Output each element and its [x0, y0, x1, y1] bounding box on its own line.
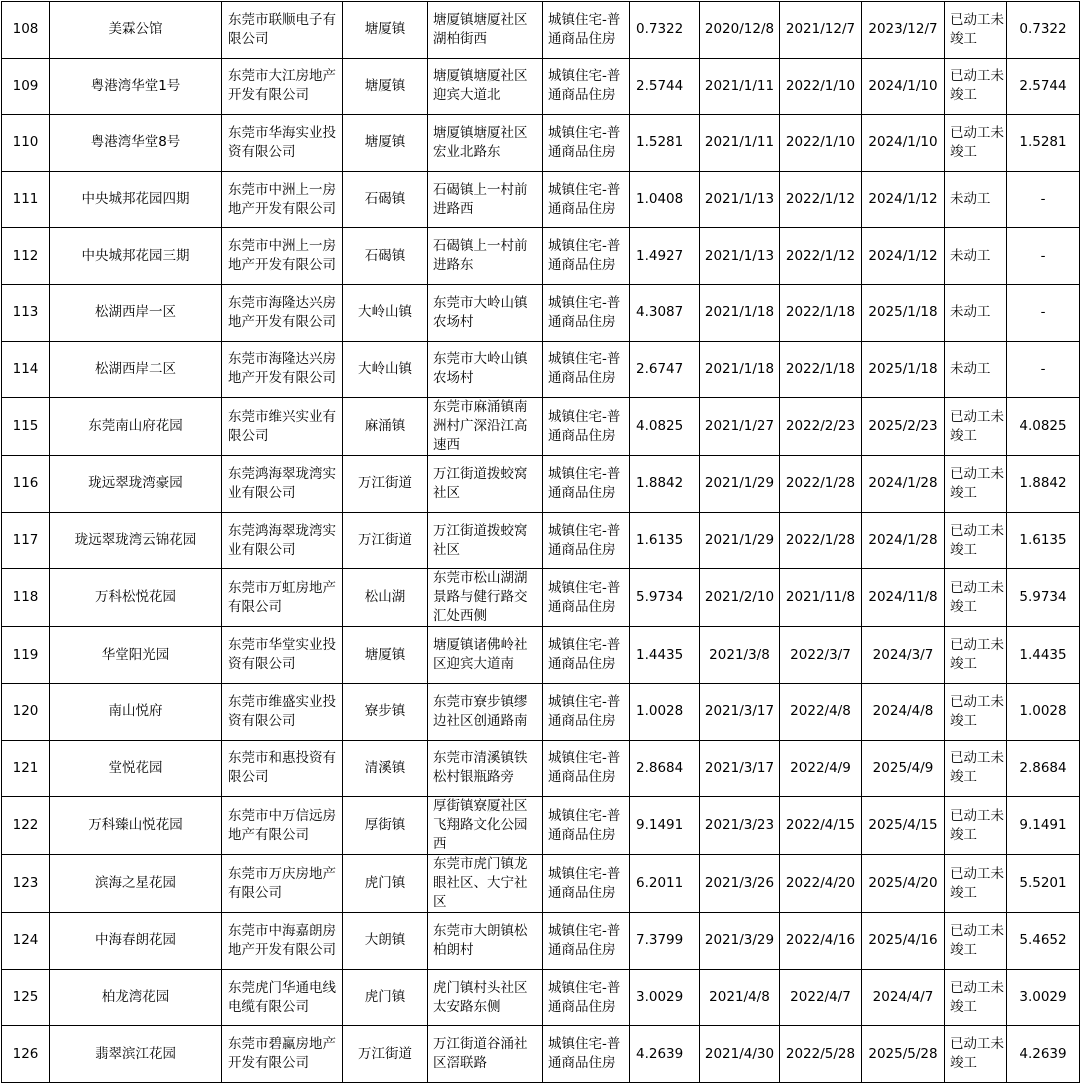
value-cell: 1.4435 — [1007, 627, 1080, 684]
project-name-cell: 松湖西岸二区 — [50, 341, 222, 398]
land-use-cell: 城镇住宅-普通商品住房 — [543, 228, 630, 285]
status-cell: 已动工未竣工 — [945, 683, 1007, 740]
town-cell: 大朗镇 — [343, 913, 428, 970]
developer-cell: 东莞鸿海翠珑湾实业有限公司 — [222, 512, 343, 569]
developer-cell: 东莞市中洲上一房地产开发有限公司 — [222, 171, 343, 228]
project-name-cell: 珑远翠珑湾豪园 — [50, 456, 222, 513]
address-cell: 万江街道拨蛟窝社区 — [428, 456, 543, 513]
address-cell: 虎门镇村头社区太安路东侧 — [428, 969, 543, 1026]
row-number-cell: 111 — [2, 171, 50, 228]
row-number-cell: 115 — [2, 398, 50, 456]
table-body — [2, 2, 1080, 1083]
town-cell: 石碣镇 — [343, 228, 428, 285]
project-name-cell: 珑远翠珑湾云锦花园 — [50, 512, 222, 569]
value-cell: 9.1491 — [1007, 797, 1080, 855]
date-2-cell: 2022/1/12 — [780, 171, 862, 228]
address-cell: 厚街镇寮厦社区飞翔路文化公园西 — [428, 797, 543, 855]
date-1-cell: 2021/1/18 — [700, 341, 780, 398]
date-2-cell: 2022/4/8 — [780, 683, 862, 740]
status-cell: 已动工未竣工 — [945, 855, 1007, 913]
status-cell: 已动工未竣工 — [945, 512, 1007, 569]
table-row — [2, 1026, 1080, 1083]
address-cell: 塘厦镇诸佛岭社区迎宾大道南 — [428, 627, 543, 684]
date-3-cell: 2025/4/9 — [862, 740, 945, 797]
project-name-cell: 松湖西岸一区 — [50, 284, 222, 341]
status-cell: 已动工未竣工 — [945, 913, 1007, 970]
table-row — [2, 855, 1080, 913]
developer-cell: 东莞市中洲上一房地产开发有限公司 — [222, 228, 343, 285]
value-cell: 1.6135 — [1007, 512, 1080, 569]
date-2-cell: 2021/12/7 — [780, 2, 862, 59]
date-1-cell: 2021/3/23 — [700, 797, 780, 855]
value-cell: 2.8684 — [1007, 740, 1080, 797]
status-cell: 已动工未竣工 — [945, 969, 1007, 1026]
date-1-cell: 2021/3/26 — [700, 855, 780, 913]
date-2-cell: 2022/1/18 — [780, 284, 862, 341]
address-cell: 万江街道拨蛟窝社区 — [428, 512, 543, 569]
date-1-cell: 2021/3/8 — [700, 627, 780, 684]
developer-cell: 东莞虎门华通电线电缆有限公司 — [222, 969, 343, 1026]
table-row — [2, 969, 1080, 1026]
area-cell: 1.8842 — [630, 456, 700, 513]
value-cell: - — [1007, 341, 1080, 398]
area-cell: 4.0825 — [630, 398, 700, 456]
date-2-cell: 2022/3/7 — [780, 627, 862, 684]
table-row — [2, 341, 1080, 398]
area-cell: 1.4435 — [630, 627, 700, 684]
land-use-cell: 城镇住宅-普通商品住房 — [543, 115, 630, 172]
date-3-cell: 2024/4/7 — [862, 969, 945, 1026]
area-cell: 1.0408 — [630, 171, 700, 228]
land-use-cell: 城镇住宅-普通商品住房 — [543, 913, 630, 970]
developer-cell: 东莞市华堂实业投资有限公司 — [222, 627, 343, 684]
developer-cell: 东莞市大江房地产开发有限公司 — [222, 58, 343, 115]
table-row — [2, 683, 1080, 740]
project-name-cell: 万科松悦花园 — [50, 569, 222, 627]
table-row — [2, 115, 1080, 172]
status-cell: 未动工 — [945, 228, 1007, 285]
status-cell: 已动工未竣工 — [945, 58, 1007, 115]
date-2-cell: 2022/1/12 — [780, 228, 862, 285]
address-cell: 东莞市麻涌镇南洲村广深沿江高速西 — [428, 398, 543, 456]
table-row — [2, 740, 1080, 797]
row-number-cell: 110 — [2, 115, 50, 172]
status-cell: 已动工未竣工 — [945, 2, 1007, 59]
area-cell: 6.2011 — [630, 855, 700, 913]
table-row — [2, 228, 1080, 285]
project-name-cell: 万科臻山悦花园 — [50, 797, 222, 855]
row-number-cell: 116 — [2, 456, 50, 513]
row-number-cell: 117 — [2, 512, 50, 569]
area-cell: 1.4927 — [630, 228, 700, 285]
area-cell: 4.2639 — [630, 1026, 700, 1083]
date-3-cell: 2025/1/18 — [862, 284, 945, 341]
land-use-cell: 城镇住宅-普通商品住房 — [543, 512, 630, 569]
table-row — [2, 797, 1080, 855]
date-3-cell: 2024/3/7 — [862, 627, 945, 684]
value-cell: - — [1007, 171, 1080, 228]
developer-cell: 东莞市维盛实业投资有限公司 — [222, 683, 343, 740]
table-row — [2, 512, 1080, 569]
status-cell: 已动工未竣工 — [945, 797, 1007, 855]
date-1-cell: 2021/3/17 — [700, 740, 780, 797]
address-cell: 万江街道谷涌社区滘联路 — [428, 1026, 543, 1083]
project-name-cell: 中央城邦花园三期 — [50, 228, 222, 285]
date-1-cell: 2021/1/13 — [700, 171, 780, 228]
land-use-cell: 城镇住宅-普通商品住房 — [543, 855, 630, 913]
date-2-cell: 2022/4/16 — [780, 913, 862, 970]
status-cell: 已动工未竣工 — [945, 627, 1007, 684]
row-number-cell: 118 — [2, 569, 50, 627]
row-number-cell: 124 — [2, 913, 50, 970]
land-use-cell: 城镇住宅-普通商品住房 — [543, 1026, 630, 1083]
town-cell: 厚街镇 — [343, 797, 428, 855]
area-cell: 0.7322 — [630, 2, 700, 59]
row-number-cell: 123 — [2, 855, 50, 913]
value-cell: 5.5201 — [1007, 855, 1080, 913]
project-name-cell: 东莞南山府花园 — [50, 398, 222, 456]
land-use-cell: 城镇住宅-普通商品住房 — [543, 683, 630, 740]
area-cell: 1.5281 — [630, 115, 700, 172]
status-cell: 未动工 — [945, 284, 1007, 341]
row-number-cell: 122 — [2, 797, 50, 855]
value-cell: 4.2639 — [1007, 1026, 1080, 1083]
date-3-cell: 2025/4/20 — [862, 855, 945, 913]
date-1-cell: 2021/1/29 — [700, 456, 780, 513]
date-1-cell: 2021/1/18 — [700, 284, 780, 341]
area-cell: 9.1491 — [630, 797, 700, 855]
developer-cell: 东莞市万虹房地产有限公司 — [222, 569, 343, 627]
developer-cell: 东莞市和惠投资有限公司 — [222, 740, 343, 797]
row-number-cell: 126 — [2, 1026, 50, 1083]
town-cell: 万江街道 — [343, 1026, 428, 1083]
date-3-cell: 2025/4/15 — [862, 797, 945, 855]
address-cell: 东莞市清溪镇铁松村银瓶路旁 — [428, 740, 543, 797]
developer-cell: 东莞市万庆房地产有限公司 — [222, 855, 343, 913]
land-use-cell: 城镇住宅-普通商品住房 — [543, 627, 630, 684]
date-2-cell: 2022/4/9 — [780, 740, 862, 797]
address-cell: 塘厦镇塘厦社区迎宾大道北 — [428, 58, 543, 115]
date-3-cell: 2024/1/10 — [862, 115, 945, 172]
area-cell: 5.9734 — [630, 569, 700, 627]
table-row — [2, 171, 1080, 228]
land-use-cell: 城镇住宅-普通商品住房 — [543, 797, 630, 855]
project-name-cell: 中海春朗花园 — [50, 913, 222, 970]
town-cell: 虎门镇 — [343, 855, 428, 913]
date-1-cell: 2021/1/29 — [700, 512, 780, 569]
value-cell: - — [1007, 284, 1080, 341]
land-use-cell: 城镇住宅-普通商品住房 — [543, 569, 630, 627]
date-3-cell: 2025/4/16 — [862, 913, 945, 970]
area-cell: 2.6747 — [630, 341, 700, 398]
town-cell: 石碣镇 — [343, 171, 428, 228]
project-name-cell: 堂悦花园 — [50, 740, 222, 797]
area-cell: 2.5744 — [630, 58, 700, 115]
date-3-cell: 2024/1/10 — [862, 58, 945, 115]
table-row — [2, 456, 1080, 513]
address-cell: 东莞市松山湖湖景路与健行路交汇处西侧 — [428, 569, 543, 627]
date-2-cell: 2022/1/28 — [780, 512, 862, 569]
developer-cell: 东莞市碧赢房地产开发有限公司 — [222, 1026, 343, 1083]
area-cell: 2.8684 — [630, 740, 700, 797]
date-1-cell: 2021/1/11 — [700, 58, 780, 115]
project-name-cell: 粤港湾华堂8号 — [50, 115, 222, 172]
date-3-cell: 2023/12/7 — [862, 2, 945, 59]
date-1-cell: 2020/12/8 — [700, 2, 780, 59]
status-cell: 已动工未竣工 — [945, 1026, 1007, 1083]
date-3-cell: 2025/1/18 — [862, 341, 945, 398]
project-name-cell: 柏龙湾花园 — [50, 969, 222, 1026]
row-number-cell: 113 — [2, 284, 50, 341]
date-2-cell: 2022/4/7 — [780, 969, 862, 1026]
town-cell: 万江街道 — [343, 456, 428, 513]
address-cell: 东莞市大岭山镇农场村 — [428, 284, 543, 341]
value-cell: 5.4652 — [1007, 913, 1080, 970]
town-cell: 大岭山镇 — [343, 284, 428, 341]
developer-cell: 东莞市中海嘉朗房地产开发有限公司 — [222, 913, 343, 970]
date-3-cell: 2025/5/28 — [862, 1026, 945, 1083]
date-3-cell: 2024/1/28 — [862, 512, 945, 569]
table-row — [2, 627, 1080, 684]
land-use-cell: 城镇住宅-普通商品住房 — [543, 740, 630, 797]
area-cell: 4.3087 — [630, 284, 700, 341]
date-1-cell: 2021/2/10 — [700, 569, 780, 627]
value-cell: - — [1007, 228, 1080, 285]
address-cell: 东莞市大朗镇松柏朗村 — [428, 913, 543, 970]
land-use-cell: 城镇住宅-普通商品住房 — [543, 456, 630, 513]
area-cell: 3.0029 — [630, 969, 700, 1026]
date-3-cell: 2024/1/28 — [862, 456, 945, 513]
date-3-cell: 2024/1/12 — [862, 171, 945, 228]
table-row — [2, 398, 1080, 456]
status-cell: 未动工 — [945, 171, 1007, 228]
date-2-cell: 2022/1/28 — [780, 456, 862, 513]
table-row — [2, 2, 1080, 59]
value-cell: 3.0029 — [1007, 969, 1080, 1026]
project-name-cell: 滨海之星花园 — [50, 855, 222, 913]
row-number-cell: 125 — [2, 969, 50, 1026]
date-3-cell: 2024/1/12 — [862, 228, 945, 285]
developer-cell: 东莞市联顺电子有限公司 — [222, 2, 343, 59]
town-cell: 塘厦镇 — [343, 115, 428, 172]
land-use-cell: 城镇住宅-普通商品住房 — [543, 58, 630, 115]
date-2-cell: 2022/1/18 — [780, 341, 862, 398]
project-name-cell: 华堂阳光园 — [50, 627, 222, 684]
date-1-cell: 2021/1/27 — [700, 398, 780, 456]
row-number-cell: 112 — [2, 228, 50, 285]
town-cell: 塘厦镇 — [343, 58, 428, 115]
developer-cell: 东莞鸿海翠珑湾实业有限公司 — [222, 456, 343, 513]
land-use-cell: 城镇住宅-普通商品住房 — [543, 969, 630, 1026]
land-use-cell: 城镇住宅-普通商品住房 — [543, 284, 630, 341]
address-cell: 石碣镇上一村前进路西 — [428, 171, 543, 228]
row-number-cell: 108 — [2, 2, 50, 59]
row-number-cell: 119 — [2, 627, 50, 684]
status-cell: 已动工未竣工 — [945, 398, 1007, 456]
status-cell: 已动工未竣工 — [945, 740, 1007, 797]
address-cell: 东莞市大岭山镇农场村 — [428, 341, 543, 398]
developer-cell: 东莞市中万信远房地产有限公司 — [222, 797, 343, 855]
address-cell: 石碣镇上一村前进路东 — [428, 228, 543, 285]
project-name-cell: 中央城邦花园四期 — [50, 171, 222, 228]
status-cell: 已动工未竣工 — [945, 456, 1007, 513]
table-row — [2, 913, 1080, 970]
address-cell: 塘厦镇塘厦社区宏业北路东 — [428, 115, 543, 172]
date-1-cell: 2021/1/13 — [700, 228, 780, 285]
table-row — [2, 284, 1080, 341]
row-number-cell: 120 — [2, 683, 50, 740]
value-cell: 1.0028 — [1007, 683, 1080, 740]
town-cell: 塘厦镇 — [343, 627, 428, 684]
date-2-cell: 2022/4/20 — [780, 855, 862, 913]
developer-cell: 东莞市海隆达兴房地产开发有限公司 — [222, 341, 343, 398]
date-1-cell: 2021/1/11 — [700, 115, 780, 172]
project-name-cell: 粤港湾华堂1号 — [50, 58, 222, 115]
date-1-cell: 2021/3/29 — [700, 913, 780, 970]
land-use-cell: 城镇住宅-普通商品住房 — [543, 2, 630, 59]
date-2-cell: 2021/11/8 — [780, 569, 862, 627]
address-cell: 东莞市虎门镇龙眼社区、大宁社区 — [428, 855, 543, 913]
town-cell: 清溪镇 — [343, 740, 428, 797]
value-cell: 5.9734 — [1007, 569, 1080, 627]
land-use-cell: 城镇住宅-普通商品住房 — [543, 171, 630, 228]
address-cell: 塘厦镇塘厦社区湖柏街西 — [428, 2, 543, 59]
value-cell: 0.7322 — [1007, 2, 1080, 59]
project-name-cell: 美霖公馆 — [50, 2, 222, 59]
area-cell: 1.0028 — [630, 683, 700, 740]
value-cell: 1.8842 — [1007, 456, 1080, 513]
row-number-cell: 121 — [2, 740, 50, 797]
value-cell: 4.0825 — [1007, 398, 1080, 456]
date-2-cell: 2022/1/10 — [780, 115, 862, 172]
area-cell: 7.3799 — [630, 913, 700, 970]
area-cell: 1.6135 — [630, 512, 700, 569]
developer-cell: 东莞市维兴实业有限公司 — [222, 398, 343, 456]
date-2-cell: 2022/1/10 — [780, 58, 862, 115]
row-number-cell: 114 — [2, 341, 50, 398]
table-row — [2, 569, 1080, 627]
status-cell: 未动工 — [945, 341, 1007, 398]
date-3-cell: 2024/4/8 — [862, 683, 945, 740]
row-number-cell: 109 — [2, 58, 50, 115]
date-2-cell: 2022/5/28 — [780, 1026, 862, 1083]
project-name-cell: 南山悦府 — [50, 683, 222, 740]
value-cell: 2.5744 — [1007, 58, 1080, 115]
date-1-cell: 2021/4/8 — [700, 969, 780, 1026]
town-cell: 寮步镇 — [343, 683, 428, 740]
date-2-cell: 2022/2/23 — [780, 398, 862, 456]
town-cell: 万江街道 — [343, 512, 428, 569]
town-cell: 松山湖 — [343, 569, 428, 627]
land-use-cell: 城镇住宅-普通商品住房 — [543, 398, 630, 456]
land-use-cell: 城镇住宅-普通商品住房 — [543, 341, 630, 398]
town-cell: 麻涌镇 — [343, 398, 428, 456]
date-3-cell: 2025/2/23 — [862, 398, 945, 456]
status-cell: 已动工未竣工 — [945, 115, 1007, 172]
land-supply-table — [1, 1, 1080, 1083]
project-name-cell: 翡翠滨江花园 — [50, 1026, 222, 1083]
date-1-cell: 2021/3/17 — [700, 683, 780, 740]
value-cell: 1.5281 — [1007, 115, 1080, 172]
table-row — [2, 58, 1080, 115]
address-cell: 东莞市寮步镇缪边社区创通路南 — [428, 683, 543, 740]
date-3-cell: 2024/11/8 — [862, 569, 945, 627]
town-cell: 大岭山镇 — [343, 341, 428, 398]
town-cell: 虎门镇 — [343, 969, 428, 1026]
developer-cell: 东莞市海隆达兴房地产开发有限公司 — [222, 284, 343, 341]
developer-cell: 东莞市华海实业投资有限公司 — [222, 115, 343, 172]
date-2-cell: 2022/4/15 — [780, 797, 862, 855]
town-cell: 塘厦镇 — [343, 2, 428, 59]
date-1-cell: 2021/4/30 — [700, 1026, 780, 1083]
status-cell: 已动工未竣工 — [945, 569, 1007, 627]
